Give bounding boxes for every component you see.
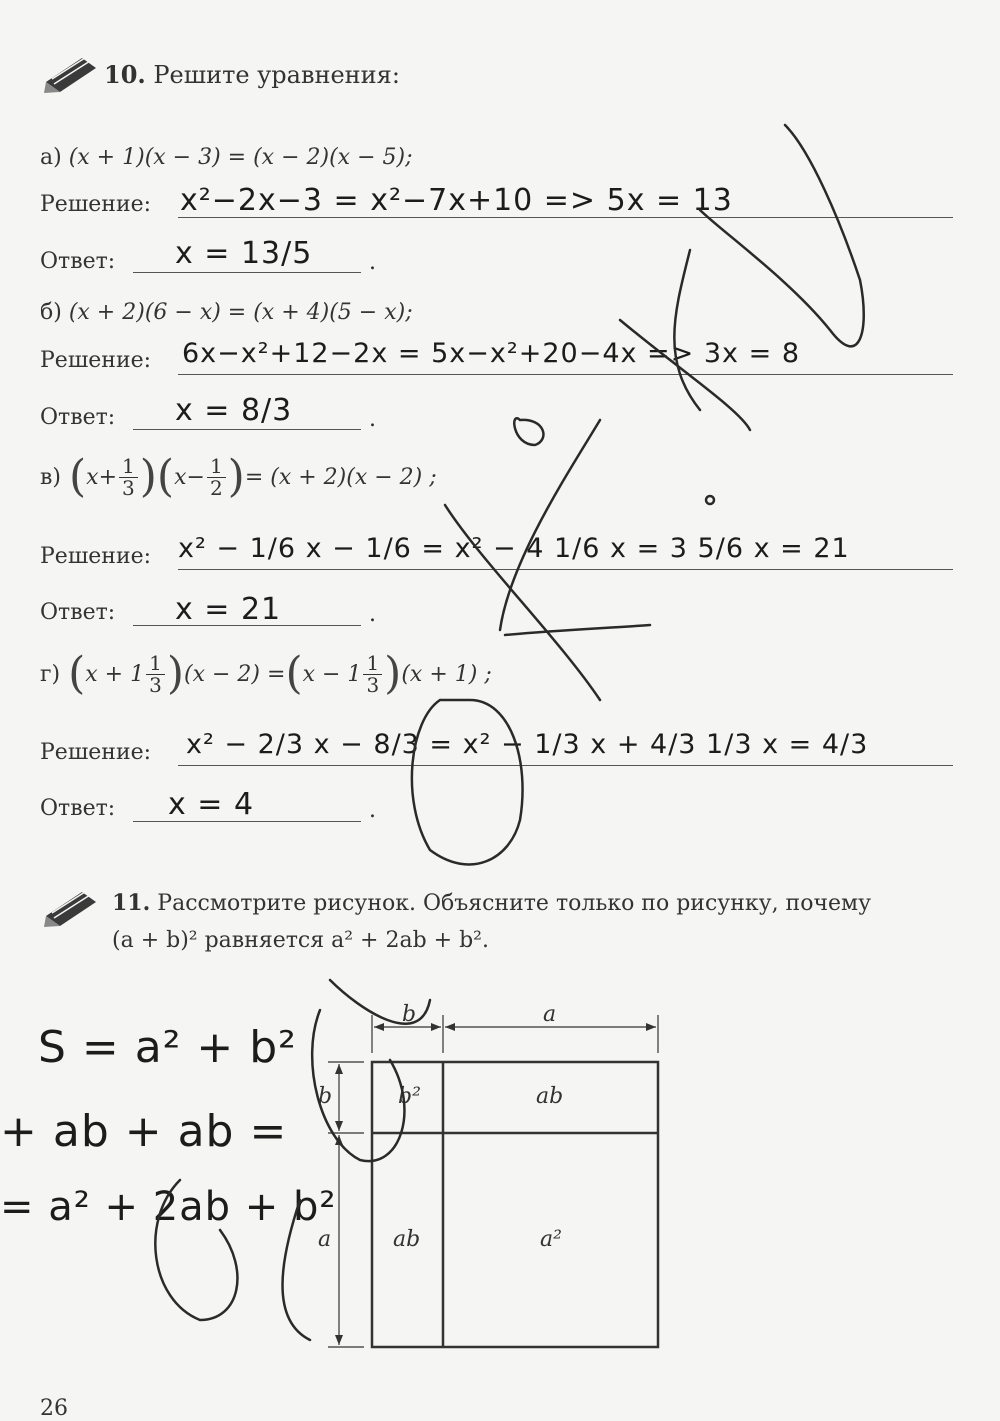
task10a-equation: (x + 1)(x − 3) = (x − 2)(x − 5); bbox=[68, 145, 413, 170]
diagram-cell-ab-left: ab bbox=[393, 1227, 421, 1252]
task10g-letter: г) bbox=[40, 661, 61, 687]
task10g-solution-line bbox=[178, 765, 953, 766]
diagram-top-b-label: b bbox=[402, 1002, 417, 1027]
task10b-letter: б) bbox=[40, 300, 62, 325]
task10g-answer-dot: . bbox=[369, 798, 376, 823]
square-diagram bbox=[310, 995, 680, 1360]
task10b-answer-line bbox=[133, 429, 361, 430]
task10b-equation-row bbox=[40, 300, 413, 325]
task10g-frac-1 bbox=[146, 650, 165, 697]
task11-text-line2: (a + b)² равняется a² + 2ab + b². bbox=[112, 928, 489, 953]
task11-handwritten-line2: + ab + ab = bbox=[0, 1106, 288, 1157]
task10v-frac-third-den: 3 bbox=[122, 475, 135, 500]
diagram-cell-a2: a² bbox=[540, 1227, 562, 1252]
task10v-answer-handwritten: x = 21 bbox=[175, 592, 282, 627]
task10g-answer-handwritten: x = 4 bbox=[168, 787, 255, 822]
task10v-solution-label: Решение: bbox=[40, 544, 152, 569]
task10v-answer-dot: . bbox=[369, 602, 376, 627]
task10v-frac-third bbox=[119, 453, 138, 500]
task11-handwritten-line3: = a² + 2ab + b² bbox=[0, 1184, 337, 1230]
task10a-solution-label: Решение: bbox=[40, 192, 152, 217]
task10g-frac-2-num: 1 bbox=[363, 653, 382, 675]
task10a-solution-handwritten: x²−2x−3 = x²−7x+10 => 5x = 13 bbox=[180, 183, 733, 218]
task10b-answer-dot: . bbox=[369, 407, 376, 432]
diagram-left-b-label: b bbox=[318, 1084, 333, 1109]
task10g-left-b: x − 1 bbox=[302, 661, 362, 687]
task10a-answer-label: Ответ: bbox=[40, 249, 116, 274]
task10b-answer-handwritten: x = 8/3 bbox=[175, 393, 293, 428]
task10v-frac-half-num: 1 bbox=[207, 456, 226, 478]
task10a-answer-line bbox=[133, 272, 361, 273]
task10a-answer-dot: . bbox=[369, 250, 376, 275]
task10-header bbox=[104, 60, 400, 89]
diagram-left-a-label: a bbox=[318, 1227, 332, 1252]
task10g-left-a: x + 1 bbox=[85, 661, 145, 687]
diagram-cell-b2: b² bbox=[398, 1084, 421, 1109]
diagram-cell-ab-top: ab bbox=[536, 1084, 564, 1109]
task10v-letter: в) bbox=[40, 464, 61, 490]
task11-number: 11. bbox=[112, 890, 151, 916]
task10v-minus: − bbox=[186, 464, 205, 490]
task10b-answer-label: Ответ: bbox=[40, 405, 116, 430]
task10v-answer-label: Ответ: bbox=[40, 600, 116, 625]
task10v-right-side: = (x + 2)(x − 2) ; bbox=[244, 464, 437, 490]
task10v-frac-half-den: 2 bbox=[209, 475, 223, 500]
task10a-equation-row bbox=[40, 145, 413, 170]
task11-text-line1 bbox=[112, 890, 871, 916]
task10v-frac-half bbox=[207, 453, 226, 500]
task10v-frac-third-num: 1 bbox=[119, 456, 138, 478]
task10b-equation: (x + 2)(6 − x) = (x + 4)(5 − x); bbox=[68, 300, 413, 325]
task10-title: Решите уравнения: bbox=[153, 61, 400, 89]
task10g-frac-2-den: 3 bbox=[366, 672, 380, 697]
task10g-solution-label: Решение: bbox=[40, 740, 152, 765]
task10v-x2: x bbox=[174, 464, 187, 490]
task10g-equation-row: г) ( x + 1 $\frac{1}{3}$ ) (x − 2) = ( x − 1 $\frac{1}{3}$ ) (x + 1) ; bbox=[40, 648, 492, 699]
task10-number: 10. bbox=[104, 60, 146, 89]
pencil-icon bbox=[42, 52, 100, 94]
task10a-letter: а) bbox=[40, 145, 62, 170]
task10g-mid: (x − 2) = bbox=[184, 661, 286, 687]
task10g-solution-handwritten: x² − 2/3 x − 8/3 = x² − 1/3 x + 4/3 1/3 x = 4/3 bbox=[186, 729, 869, 760]
task10b-solution-line bbox=[178, 374, 953, 375]
pencil-icon bbox=[42, 886, 100, 928]
diagram-top-a-label: a bbox=[543, 1002, 557, 1027]
page-number: 26 bbox=[40, 1396, 68, 1421]
task10g-right-side: (x + 1) ; bbox=[401, 661, 492, 687]
task10v-equation-row: в) ( x + $\frac{1}{3}$ ) ( x − $\frac{1}{2}$ ) = (x + 2)(x − 2) ; bbox=[40, 451, 437, 502]
task10g-frac-1-num: 1 bbox=[146, 653, 165, 675]
task10v-plus: + bbox=[98, 464, 117, 490]
task10v-solution-line bbox=[178, 569, 953, 570]
task11-handwritten-line1: S = a² + b² bbox=[38, 1022, 297, 1073]
task10v-x1: x bbox=[86, 464, 99, 490]
task10b-solution-label: Решение: bbox=[40, 348, 152, 373]
task10b-solution-handwritten: 6x−x²+12−2x = 5x−x²+20−4x => 3x = 8 bbox=[182, 338, 801, 369]
task10v-solution-handwritten: x² − 1/6 x − 1/6 = x² − 4 1/6 x = 3 5/6 x = 21 bbox=[178, 533, 850, 564]
task10g-frac-1-den: 3 bbox=[149, 672, 162, 697]
task10a-answer-handwritten: x = 13/5 bbox=[175, 236, 313, 271]
task11-text-1: Рассмотрите рисунок. Объясните только по рисунку, почему bbox=[157, 891, 872, 916]
task10g-answer-label: Ответ: bbox=[40, 796, 116, 821]
task10g-frac-2 bbox=[363, 650, 382, 697]
